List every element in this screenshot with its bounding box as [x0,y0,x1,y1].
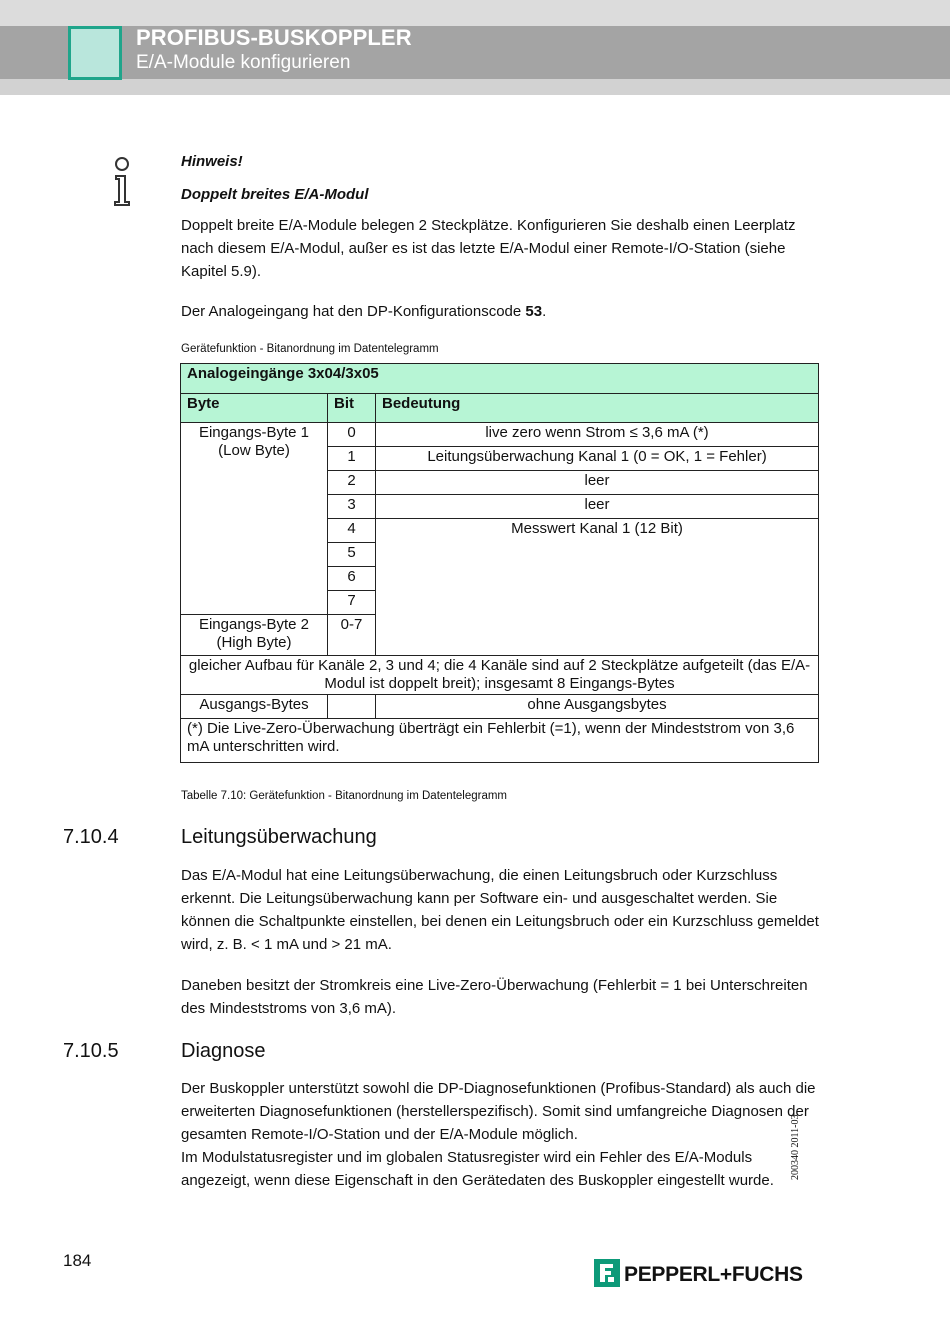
config-code-suffix: . [542,303,547,320]
table-caption-below: Tabelle 7.10: Gerätefunktion - Bitanordnung im Datentelegramm [181,790,508,802]
table-title-row [181,364,819,394]
section-title: Leitungsüberwachung [181,826,377,848]
meaning-cell: leer [376,471,819,495]
company-logo-text: PEPPERL+FUCHS [624,1263,803,1286]
header-accent-square [68,26,122,80]
config-code-value: 53 [525,303,543,320]
section-title: Diagnose [181,1040,266,1062]
section-number: 7.10.5 [63,1040,119,1062]
output-bytes-label: Ausgangs-Bytes [181,695,328,719]
header-top-strip [0,0,950,26]
bit-cell: 7 [328,591,376,615]
section-paragraph: Der Buskoppler unterstützt sowohl die DP-Diagnosefunktionen (Profibus-Standard) als auch die erweiterten Diagnosefunktionen (herstellerspezifisch). Somit sind umfangreiche Diagnosen der gesamten Remote-I/O-Station und der E/A-Module möglich. [181,1080,816,1143]
output-meaning: ohne Ausgangsbytes [376,695,819,719]
bit-cell: 2 [328,471,376,495]
page-subtitle: E/A-Module konfigurieren [136,52,351,73]
section-number: 7.10.4 [63,826,119,848]
table-header-row [181,394,819,423]
bit-cell: 1 [328,447,376,471]
table-row [181,719,819,763]
table-title: Analogeingänge 3x04/3x05 [181,364,819,394]
pepperl-fuchs-logo-icon [594,1259,620,1287]
document-code: 200340 2011-03 [790,1114,801,1180]
column-header-meaning: Bedeutung [376,394,819,423]
table-footnote: (*) Die Live-Zero-Überwachung überträgt ein Fehlerbit (=1), wenn der Mindeststrom von 3,6 mA unterschritten wird. [181,719,819,763]
section-paragraph: Das E/A-Modul hat eine Leitungsüberwachung, die einen Leitungsbruch oder Kurzschluss erkennt. Die Leitungsüberwachung kann per Software ein- und ausgeschaltet werden. Sie können die Schaltpunkte einstellen, bei denen ein Leitungsbruch oder ein Kurzschluss gemeldet wird, z. B. < 1 mA und > 21 mA. [181,867,819,953]
section-paragraph: Daneben besitzt der Stromkreis eine Live-Zero-Überwachung (Fehlerbit = 1 bei Unterschreiten des Mindeststroms von 3,6 mA). [181,977,808,1017]
output-bit-cell [328,695,376,719]
config-code-line [181,300,821,323]
table-caption-above: Gerätefunktion - Bitanordnung im Datentelegramm [181,343,439,355]
note-subtitle: Doppelt breites E/A-Modul [181,186,369,203]
config-code-prefix: Der Analogeingang hat den DP-Konfigurationscode [181,303,526,320]
meaning-cell: Leitungsüberwachung Kanal 1 (0 = OK, 1 = Fehler) [376,447,819,471]
structure-note: gleicher Aufbau für Kanäle 2, 3 und 4; die 4 Kanäle sind auf 2 Steckplätze aufgeteilt (das E/A-Modul ist doppelt breit); insgesamt 8 Eingangs-Bytes [181,656,819,695]
bit-cell: 6 [328,567,376,591]
header-lower-strip [0,79,950,95]
byte-cell-1: Eingangs-Byte 1 (Low Byte) [181,423,328,615]
meaning-cell: live zero wenn Strom ≤ 3,6 mA (*) [376,423,819,447]
note-label: Hinweis! [181,153,243,170]
info-icon [110,156,134,208]
bit-cell: 0-7 [328,615,376,656]
table-row [181,423,819,447]
note-text: Doppelt breite E/A-Module belegen 2 Steckplätze. Konfigurieren Sie deshalb einen Leerplatz nach diesem E/A-Modul, außer es ist das letzte E/A-Modul einer Remote-I/O-Station (siehe Kapitel 5.9). [181,217,796,280]
byte-cell-2: Eingangs-Byte 2 (High Byte) [181,615,328,656]
page-title: PROFIBUS-BUSKOPPLER [136,25,412,50]
bit-cell: 4 [328,519,376,543]
section-paragraph: Im Modulstatusregister und im globalen Statusregister wird ein Fehler des E/A-Moduls angezeigt, wenn diese Eigenschaft in den Gerätedaten des Buskoppler eingestellt wurde. [181,1149,774,1189]
page-number: 184 [63,1251,92,1270]
column-header-bit: Bit [328,394,376,423]
bit-cell: 5 [328,543,376,567]
bit-cell: 3 [328,495,376,519]
bit-assignment-table [180,363,819,763]
table-row [181,695,819,719]
bit-cell: 0 [328,423,376,447]
table-row [181,656,819,695]
column-header-byte: Byte [181,394,328,423]
meaning-cell: leer [376,495,819,519]
section-paragraph-group [181,1077,821,1192]
meaning-cell-measurement: Messwert Kanal 1 (12 Bit) [376,519,819,656]
